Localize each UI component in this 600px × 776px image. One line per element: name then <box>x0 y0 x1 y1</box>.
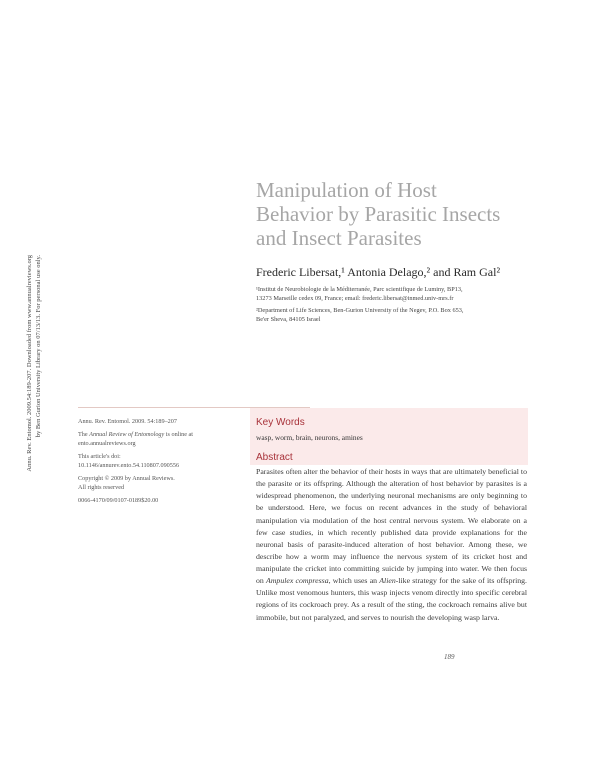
page-number: 189 <box>444 653 455 661</box>
abstract-text: Parasites often alter the behavior of their hosts in ways that are ultimately beneficial to the parasite or its offspring. Although the alteration of host behavior by parasites is a widespread phenomenon, the underlying neuronal mechanisms are only beginning to be understood. Here, we focus on recent advances in the study of behavioral manipulation via modulation of the host central nervous system. We elaborate on a few case studies, in which recently published data provide explanations for the neuronal basis of parasite-induced alteration of host behavior. Among these, we describe how a worm may influence the nervous system of its cricket host and manipulate the cricket into committing suicide by jumping into water. We then focus on Ampulex compressa, which uses an Alien-like strategy for the sake of its offspring. Unlike most venomous hunters, this wasp injects venom directly into specific cerebral regions of its cockroach prey. As a result of the sting, the cockroach remains alive but immobile, but not paralyzed, and serves to nourish the developing wasp larva. <box>256 467 527 622</box>
download-notice-line-2: by Ben Gurion University Library on 07/13/13. For personal use only. <box>35 255 42 438</box>
issn: 0066-4170/09/0107-0189$20.00 <box>78 497 159 504</box>
title-line-2: Behavior by Parasitic Insects <box>256 202 501 226</box>
title-line-1: Manipulation of Host <box>256 178 437 202</box>
keywords-heading: Key Words <box>256 417 305 428</box>
keywords-list: wasp, worm, brain, neurons, amines <box>256 433 363 442</box>
download-notice-line-1: Annu. Rev. Entomol. 2009.54:189-207. Downloaded from www.annualreviews.org <box>26 255 33 472</box>
affiliation-2 <box>256 306 516 324</box>
journal-info <box>78 417 243 509</box>
title-line-3: and Insect Parasites <box>256 226 422 250</box>
alien-term: Alien <box>379 576 396 586</box>
citation: Annu. Rev. Entomol. 2009. 54:189–207 <box>78 418 177 425</box>
online-note: The Annual Review of Entomology is online at ento.annualreviews.org <box>78 431 193 447</box>
affiliation-1 <box>256 285 516 303</box>
download-notice <box>25 255 53 595</box>
doi-block <box>78 452 243 470</box>
copyright: Copyright © 2009 by Annual Reviews. All rights reserved <box>78 475 175 491</box>
affiliation-2-line-2: Be'er Sheva, 84105 Israel <box>256 316 321 323</box>
doi-label: This article's doi: <box>78 453 121 460</box>
abstract-heading: Abstract <box>256 452 293 463</box>
species-name: Ampulex compressa <box>266 576 329 586</box>
author-list: Frederic Libersat,¹ Antonia Delago,² and Ram Gal² <box>256 265 501 279</box>
affiliation-2-line-1: ²Department of Life Sciences, Ben-Gurion University of the Negev, P.O. Box 653, <box>256 307 464 314</box>
doi-link[interactable]: 10.1146/annurev.ento.54.110807.090556 <box>78 462 180 469</box>
affiliation-1-line-2: 13273 Marseille cedex 09, France; email: frederic.libersat@inmed.univ-mrs.fr <box>256 295 454 302</box>
affiliation-1-line-1: ¹Institut de Neurobiologie de la Méditerranée, Parc scientifique de Luminy, BP13, <box>256 286 463 293</box>
journal-name: Annual Review of Entomology <box>89 431 165 438</box>
article-title <box>256 178 556 250</box>
